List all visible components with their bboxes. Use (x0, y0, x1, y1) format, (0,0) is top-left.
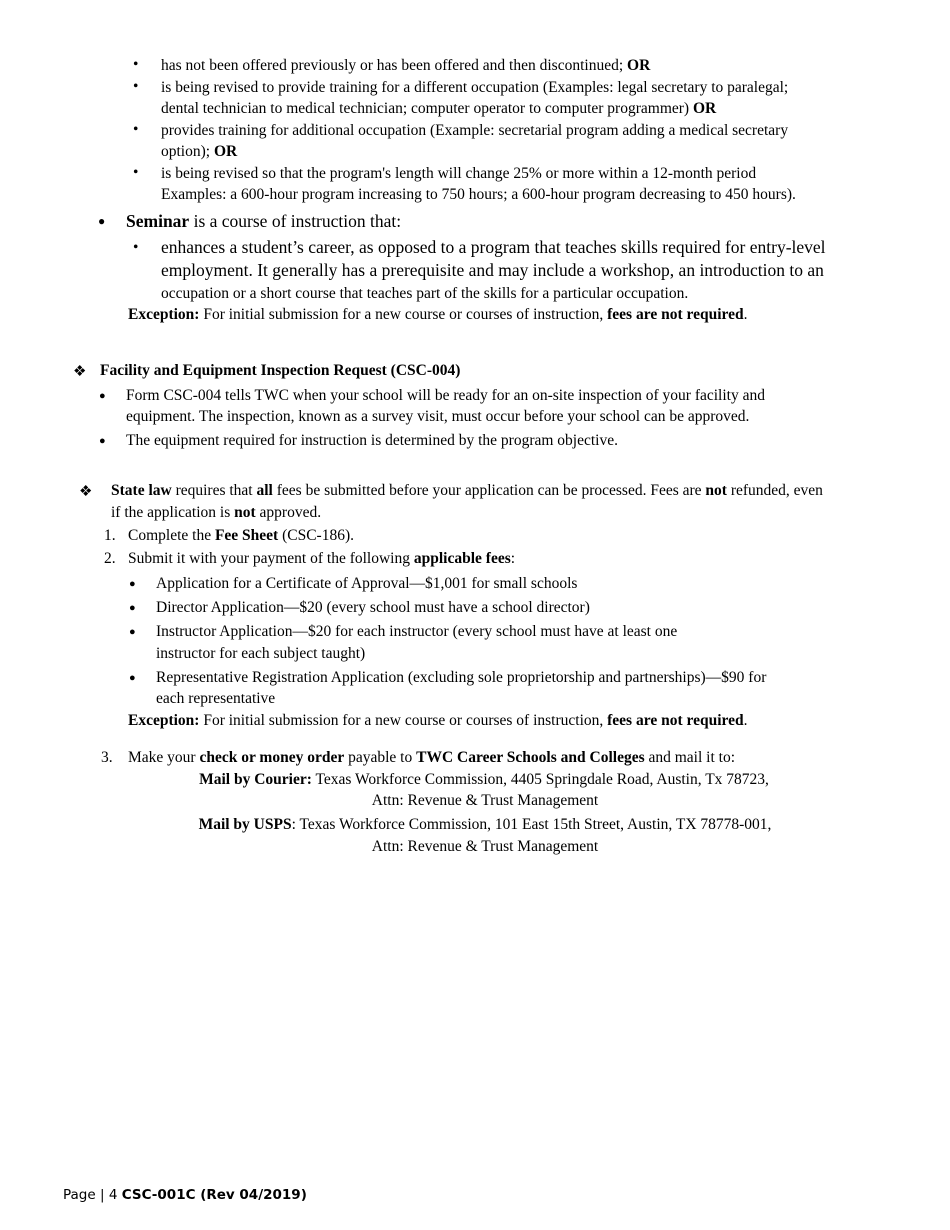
exception-bold: fees are not required (607, 306, 744, 323)
text-run: is being revised so that the program's length will change 25% or more within a 12-month period (161, 165, 757, 182)
text-run: approved. (255, 504, 322, 521)
bullet: ● (99, 390, 106, 402)
exception-text: For initial submission for a new course or courses of instruction, (199, 306, 608, 323)
text-run: refunded, even (726, 482, 823, 499)
bullet: ● (98, 214, 106, 228)
text-run: Submit it with your payment of the following (128, 550, 414, 567)
mail-courier (0, 771, 950, 789)
bullet: ● (129, 578, 136, 590)
facility-bullet-1-line-1: Form CSC-004 tells TWC when your school will be ready for an on-site inspection of your facility and (126, 387, 765, 404)
step-number: 1. (104, 527, 116, 544)
form-id: CSC-001C (Rev 04/2019) (121, 1187, 307, 1203)
seminar-definition (126, 211, 401, 232)
exception-end: . (743, 306, 748, 323)
seminar-term: Seminar (126, 211, 190, 231)
bold-text: not (705, 482, 727, 499)
mail-courier-label: Mail by Courier: (199, 771, 312, 788)
step-text (128, 550, 515, 568)
state-law-line-1 (111, 482, 823, 500)
text-line (161, 77, 788, 98)
facility-bullet-1-line-2: equipment. The inspection, known as a survey visit, must occur before your school can be approved. (126, 408, 750, 425)
seminar-line-1: enhances a student’s career, as opposed to a program that teaches skills required for entry-level (161, 237, 826, 257)
bold-text: all (256, 482, 273, 499)
exception-note (128, 306, 747, 324)
seminar-line-2: employment. It generally has a prerequisite and may include a workshop, an introduction to an (161, 260, 824, 280)
step-text (128, 749, 735, 767)
bold-text: check or money order (199, 749, 345, 766)
text-line (161, 55, 650, 76)
bold-text: not (234, 504, 256, 521)
list-item (161, 55, 650, 76)
exception-end: . (743, 712, 748, 729)
text-run: Examples: a 600-hour program increasing to 750 hours; a 600-hour program decreasing to 450 hours). (161, 186, 796, 203)
fee-item-continued: each representative (156, 690, 276, 707)
text-run: Complete the (128, 527, 215, 544)
text-run: option); (161, 143, 214, 160)
seminar-line-3: occupation or a short course that teaches part of the skills for a particular occupation. (161, 285, 689, 302)
text-line (161, 163, 796, 184)
page-number: Page | 4 (63, 1187, 122, 1203)
step-number: 3. (101, 749, 113, 766)
fee-item-continued: instructor for each subject taught) (156, 645, 366, 662)
text-run: if the application is (111, 504, 235, 521)
mail-usps-label: Mail by USPS (198, 816, 292, 833)
bold-text: applicable fees (413, 550, 511, 567)
sub-bullet: • (133, 56, 139, 73)
sub-bullet: • (133, 164, 139, 181)
mail-usps (0, 816, 950, 834)
text-run: payable to (344, 749, 417, 766)
text-run: and mail it to: (644, 749, 736, 766)
text-run: provides training for additional occupation (Example: secretarial program adding a medical secretary (161, 122, 789, 139)
exception-note (128, 712, 747, 730)
text-run: requires that (171, 482, 257, 499)
text-run: : (510, 550, 516, 567)
bold-text: State law (111, 482, 172, 499)
list-item (161, 163, 796, 205)
page-footer (63, 1187, 307, 1203)
bold-text: TWC Career Schools and Colleges (416, 749, 645, 766)
text-run: fees be submitted before your application can be processed. Fees are (272, 482, 706, 499)
text-line (161, 120, 788, 141)
text-run: is being revised to provide training for a different occupation (Examples: legal secretary to paralegal; (161, 79, 789, 96)
mail-courier-address: Texas Workforce Commission, 4405 Springdale Road, Austin, Tx 78723, (311, 771, 769, 788)
sub-bullet: • (133, 121, 139, 138)
mail-courier-attn: Attn: Revenue & Trust Management (371, 792, 599, 809)
step-number: 2. (104, 550, 116, 567)
text-run: Make your (128, 749, 200, 766)
facility-heading: Facility and Equipment Inspection Request (CSC-004) (100, 362, 461, 379)
list-item (161, 77, 788, 119)
exception-bold: fees are not required (607, 712, 744, 729)
list-item (161, 120, 788, 162)
bold-text: OR (213, 143, 238, 160)
text-line (161, 141, 788, 162)
exception-text: For initial submission for a new course or courses of instruction, (199, 712, 608, 729)
bold-text: OR (692, 100, 717, 117)
fee-item: Director Application—$20 (every school must have a school director) (156, 599, 590, 616)
exception-label: Exception: (128, 712, 200, 729)
state-law-line-2 (111, 504, 321, 522)
seminar-rest: is a course of instruction that: (189, 211, 402, 231)
fee-item: Instructor Application—$20 for each instructor (every school must have at least one (156, 623, 678, 640)
step-text (128, 527, 354, 545)
fee-item: Application for a Certificate of Approval—$1,001 for small schools (156, 575, 578, 592)
text-run: dental technician to medical technician; computer operator to computer programmer) (161, 100, 693, 117)
bold-text: Fee Sheet (214, 527, 279, 544)
mail-usps-address: : Texas Workforce Commission, 101 East 15th Street, Austin, TX 78778-001, (291, 816, 772, 833)
text-run: (CSC-186). (278, 527, 355, 544)
diamond-bullet-icon: ❖ (73, 364, 87, 380)
bullet: ● (129, 626, 136, 638)
sub-bullet: • (133, 78, 139, 95)
bullet: ● (129, 672, 136, 684)
bullet: ● (129, 602, 136, 614)
bullet: ● (99, 435, 106, 447)
fee-item: Representative Registration Application (excluding sole proprietorship and partnerships)—$90 for (156, 669, 767, 686)
bold-text: OR (627, 57, 651, 74)
mail-usps-attn: Attn: Revenue & Trust Management (371, 838, 599, 855)
diamond-bullet-icon: ❖ (79, 484, 93, 500)
facility-bullet-2: The equipment required for instruction is determined by the program objective. (126, 432, 618, 449)
text-line (161, 98, 788, 119)
exception-label: Exception: (128, 306, 200, 323)
text-run: has not been offered previously or has been offered and then discontinued; (161, 57, 628, 74)
sub-bullet: • (133, 239, 139, 256)
text-line (161, 184, 796, 205)
